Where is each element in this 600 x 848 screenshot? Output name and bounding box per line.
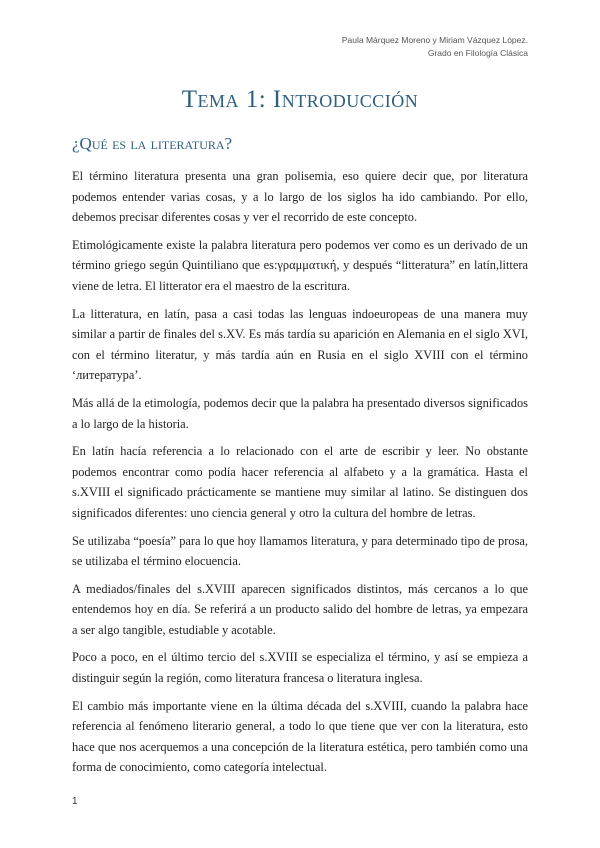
header-authors: Paula Márquez Moreno y Miriam Vázquez López. (341, 35, 528, 45)
document-title: Tema 1: Introducción (181, 86, 419, 113)
paragraph: Más allá de la etimología, podemos decir que la palabra ha presentado diversos significados a lo largo de la historia. (72, 395, 528, 431)
paragraph: Se utilizaba “poesía” para lo que hoy llamamos literatura, y para determinado tipo de prosa, se utilizaba el término elocuencia. (72, 533, 528, 569)
page-header (342, 34, 528, 60)
paragraph: El término literatura presenta una gran polisemia, eso quiere decir que, por literatura podemos entender varias cosas, y a lo largo de los siglos ha ido cambiando. Por ello, debemos precisar diferentes cosas y ver el recorrido de este concepto. (72, 169, 528, 225)
section-heading: ¿Qué es la literatura? (72, 134, 233, 153)
paragraph: Etimológicamente existe la palabra literatura pero podemos ver como es un derivado de un término griego según Quintiliano que es:γραμματική, y después “litteratura” en latín,littera viene de letra. El litterator era el maestro de la escritura. (72, 237, 528, 293)
page-number: 1 (72, 796, 78, 807)
header-degree: Grado en Filología Clásica (427, 48, 528, 58)
paragraph: La litteratura, en latín, pasa a casi todas las lenguas indoeuropeas de una manera muy similar a partir de finales del s.XV. Es más tardía su aparición en Alemania en el siglo XVI, con el término literatur, y más tardía aún en Rusia en el siglo XVIII con el término ‘литература’. (72, 306, 528, 383)
paragraph: Poco a poco, en el último tercio del s.XVIII se especializa el término, y así se empieza a distinguir según la región, como literatura francesa o literatura inglesa. (72, 650, 528, 686)
paragraph: El cambio más importante viene en la última década del s.XVIII, cuando la palabra hace referencia al fenómeno literario general, a todo lo que tiene que ver con la literatura, esto hace que nos acerquemos a una concepción de la literatura estética, pero también como una forma de conocimiento, como categoría intelectual. (72, 698, 528, 775)
paragraph: A mediados/finales del s.XVIII aparecen significados distintos, más cercanos a lo que entendemos hoy en día. Se referirá a un producto salido del hombre de letras, ya empezara a ser algo tangible, estudiable y acotable. (72, 581, 528, 637)
body-text (72, 166, 528, 785)
paragraph: En latín hacía referencia a lo relacionado con el arte de escribir y leer. No obstante podemos encontrar como podía hacer referencia al alfabeto y a la gramática. Hasta el s.XVIII el significado prácticamente se mantiene muy similar al latino. Se distinguen dos significados diferentes: uno ciencia general y otro la cultura del hombre de letras. (72, 444, 528, 520)
